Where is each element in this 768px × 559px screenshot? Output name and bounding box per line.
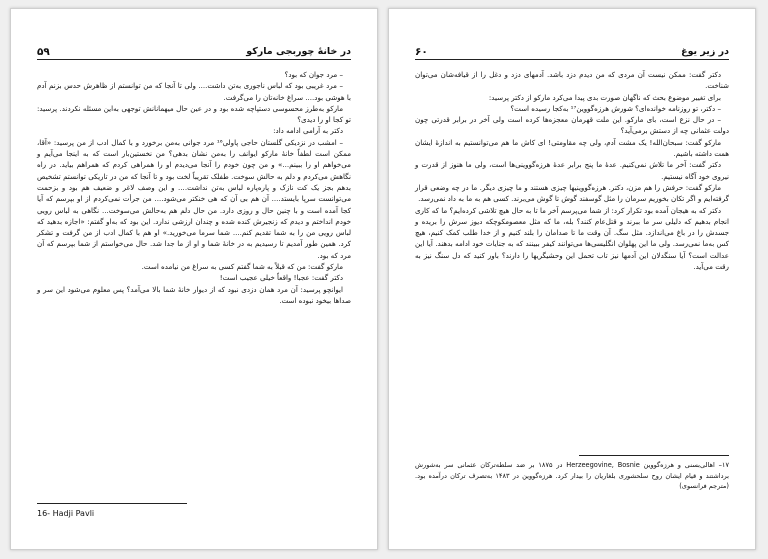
right-body-text: [415, 69, 729, 272]
paragraph: مارکو به‌طرز محسوسی دستپاچه شده بود و در عین حال میهمانانش توجهی به‌این مسئله نکردند. پرسید: تو کجا او را دیدی؟: [37, 103, 351, 125]
paragraph: دکتر به آرامی ادامه داد:: [273, 126, 343, 136]
paragraph: – مرد غریبی بود که لباس ناجوری به‌تن داشت.... ولی تا آنجا که من توانستم از ظاهرش حدس بزنم آدم با هوشی بود.... سراغ خانه‌تان را می‌گرفت.: [37, 81, 351, 102]
paragraph: دکتر گفت: آخر ما تلاش نمی‌کنیم. عدهٔ ما پنج برابر عدهٔ هرزه‌گووینی‌ها است، ولی ما هنوز از قدرت و نیروی خود آگاه نیستیم.: [415, 160, 729, 181]
left-running-header: [37, 43, 351, 60]
paragraph: مارکو گفت: حرفش را هم مزن، دکتر. هرزه‌گووینیها چیزی هستند و ما چیزی دیگر. ما در چه وضعی قرار گرفته‌ایم و اگر تکان بخوریم سرمان را مثل گوسفند گوش تا گوش می‌برند. کسی هم به ما به داد نمی‌رسد.: [415, 182, 729, 204]
paragraph: دکتر گفت: عجبا! واقعاً خیلی عجیب است!: [219, 273, 343, 283]
right-footnote-rule: [579, 455, 729, 456]
paragraph: دکتر که به هیجان آمده بود تکرار کرد: از شما می‌پرسم آخر ما تا به حال هیچ تلاشی کرده‌ایم؟ ما که کاری انجام بدهیم که دلیلی سر ما ببرند و قتل‌عام کنند؟ بله، ما که مثل معصومکوچکه دیوز سرش را بریده و جسدش را در باغ می‌اندازد. مثل سگ. آن وقت ما تا صدامان را بلند کنیم و از خدا طلب کمک کنیم، هیچ کس به‌ما نمی‌رسد. ولی ما این پهلوان انگلیسی‌ها می‌توانند کیفر ببینند که به جنایات خود ادامه بدهند. آیا این عدالت است؟ آیا سنگدلان این آدمها نیز تاب تحمل این وحشیگریها را دارند؟ باور کنید که دل سنگ نیز به رقت می‌آید.: [415, 205, 729, 272]
paragraph: دکتر گفت: ممکن نیست آن مردی که من دیدم دزد باشد. آدمهای دزد و دغل را از قیافه‌شان می‌توان شناخت.: [415, 70, 729, 91]
right-running-header: [415, 43, 729, 60]
right-page: [388, 8, 756, 550]
left-page: [10, 8, 378, 550]
right-footnote: ۱۷– اهالی‌بسنی و هرزه‌گووین Herzeegovine, Bosnie در ۱۸۷۵ بر ضد سلطه‌ترکان عثمانی سر به‌شورش برداشتند و قیام ایشان روح سلحشوری بلغاریان را بیدار کرد. هرزه‌گووین در ۱۴۸۳ به‌تصرف ترکان درآمده بود. (مترجم فرانسوی): [415, 461, 729, 491]
paragraph: مارکو گفت: سبحان‌الله! یک مشت آدم، ولی چه مقاومتی! ای کاش ما هم می‌توانستیم به اندازهٔ ایشان همت داشته باشیم.: [415, 137, 729, 159]
right-page-number: ۶۰: [415, 46, 428, 58]
paragraph: – در حال نزع است، بای مارکو. این ملت قهرمان معجزه‌ها کرده است ولی آخر در برابر قدرتی چون دولت عثمانی چه از دستش برمی‌آید؟: [415, 115, 729, 136]
paragraph: – مرد جوان که بود؟: [284, 70, 343, 79]
paragraph: مارکو گفت: من که قبلاً به شما گفتم کسی به سراغ من نیامده است.: [141, 262, 343, 272]
left-footnote: 16- Hadji Pavli: [37, 509, 95, 518]
paragraph: ایوانچو پرسید: آن مرد همان دزدی نبود که از دیوار خانهٔ شما بالا می‌آمد؟ پس معلوم می‌شود این سر و صداها بیخود نبوده است.: [37, 284, 351, 305]
paragraph: – امشب در نزدیکی گلستان حاجی پاولی¹⁶ مرد جوانی به‌من برخورد و با کمال ادب از من پرسید: «آقا، ممکن است لطفاً خانهٔ مارکو ایوانف را به‌من نشان بدهی؟ من نخستین‌بار است که به اینجا می‌آیم و می‌خواهم او را ببینم...» و من چون خودم را آنجا می‌دیدم او را همراهی کردم که همراهم بیاید. در راه نگاهش می‌کردم و دلم به حالش سوخت. طفلک تقریباً لخت بود و تا آنجا که من در تاریکی توانستم تشخیص بدهم بجز یک کت نازک و پاره‌پاره لباس به‌تن نداشت.... و این وصف لاغر و ضعیف هم بود و بزحمت می‌توانست سرپا بایستد.... آن هم بی آن که هی خنکتر می‌شود.... من جرأت نمی‌کردم از او بپرسم که آیا کجا آمده است و با چنین حال و روزی دارد. من حال دلم هم به‌حالش می‌سوخت... نگاهی به لباس رویی خودم انداختم و دیدم که زنجیرش کنده شده و چندان ارزشی ندارد. این بود که به‌او گفتم: «اجازه بدهید که لباس رویی من را به شما تقدیم کنم.... شما سرما می‌خورید.» او هم با کمال ادب از من گرفت و تشکر کرد. همین طور آمدیم تا رسیدیم به در خانهٔ شما و او از ما جدا شد. حال می‌خواستم از شما بپرسم که آن مرد که بود.: [37, 137, 351, 260]
left-footnote-rule: [37, 503, 187, 504]
left-body-text: [37, 69, 351, 306]
left-header-title: در خانهٔ چوربجی مارکو: [246, 46, 351, 57]
right-header-title: در زیر یوغ: [681, 46, 729, 57]
left-page-number: ۵۹: [37, 46, 50, 58]
paragraph: برای تغییر موضوع بحث که ناگهان صورت بدی پیدا می‌کرد مارکو از دکتر پرسید:: [488, 92, 721, 102]
paragraph: – دکتر، تو روزنامه خوانده‌ای؟ شورش هرزه‌گووین¹⁷ به‌کجا رسیده است؟: [510, 103, 721, 113]
